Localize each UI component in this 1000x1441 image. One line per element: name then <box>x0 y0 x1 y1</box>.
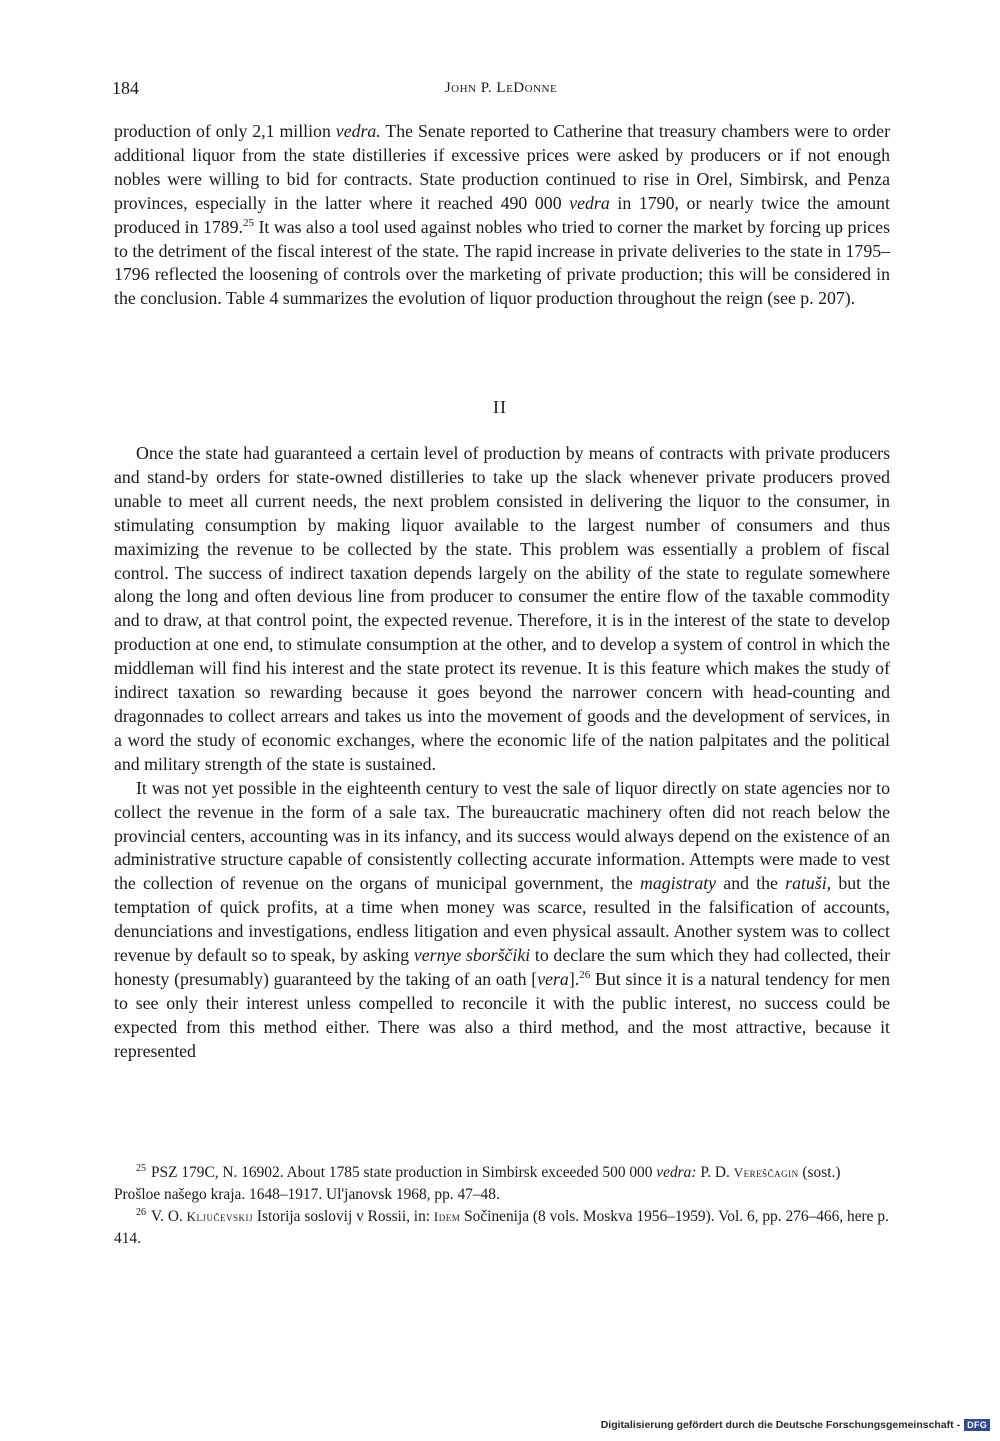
footnotes <box>114 1162 890 1249</box>
digitization-credit <box>601 1419 990 1431</box>
dfg-logo-icon: DFG <box>964 1419 990 1431</box>
paragraph-2: Once the state had guaranteed a certain level of production by means of contracts with private producers and stand-by orders for state-owned distilleries to take up the slack whenever private producers proved unable to meet all current needs, the next problem consisted in delivering the liquor to the consumer, in stimulating consumption by making liquor available to the largest number of consumers and thus maximizing the revenue to be collected by the state. This problem was essentially a problem of fiscal control. The success of indirect taxation depends largely on the ability of the state to regulate somewhere along the long and often devious line from producer to consumer the entire flow of the taxable commodity and to draw, at that control point, the expected revenue. Therefore, it is in the interest of the state to develop production at one end, to stimulate consumption at the other, and to develop a system of control in which the middleman will find his interest and the state protect its revenue. It is this feature which makes the study of indirect taxation so rewarding because it goes beyond the narrower concern with head-counting and dragonnades to collect arrears and takes us into the movement of goods and the development of services, in a word the study of economic exchanges, where the economic life of the nation palpitates and the political and military strength of the state is sustained. <box>114 443 890 774</box>
footnote-25: $^{25}$ PSZ 179C, N. 16902. About 1785 state production in Simbirsk exceeded 500 000 vedra: P. D. Vereščagin (sost.) Prošloe našego kraja. 1648–1917. Ul'janovsk 1968, pp. 47–48. <box>114 1162 841 1203</box>
page-number: 184 <box>112 78 139 98</box>
section-body <box>114 442 890 1064</box>
footnote-ref-25: 25 <box>243 216 254 229</box>
paragraph-3: It was not yet possible in the eighteenth century to vest the sale of liquor directly on state agencies nor to collect the revenue in the form of a sale tax. The bureaucratic machinery often did not reach below the provincial centers, accounting was in its infancy, and its success would always depend on the existence of an administrative structure capable of consistently collecting accurate information. Attempts were made to vest the collection of revenue on the organs of municipal government, the magistraty and the ratuši, but the temptation of quick profits, at a time when money was scarce, resulted in the falsification of accounts, denunciations and investigations, endless litigation and even physical assault. Another system was to collect revenue by default so to speak, by asking vernye sborščiki to declare the sum which they had collected, their honesty (presumably) guaranteed by the taking of an oath [vera].$^{26}$ But since it is a natural tendency for men to see only their interest unless compelled to reconcile it with the public interest, no success could be expected from this method either. There was also a third method, and the most attractive, because it represented <box>114 777 891 1061</box>
credit-text: Digitalisierung gefördert durch die Deutsche Forschungsgemeinschaft - <box>600 1419 961 1431</box>
footnote-26: $^{26}$ V. O. Ključevskij Istorija soslovij v Rossii, in: Idem Sočinenija (8 vols. Moskva 1956–1959). Vol. 6, pp. 276–466, here p. 414. <box>114 1206 889 1247</box>
section-heading: II <box>493 397 507 417</box>
paragraph-1-text: production of only 2,1 million vedra. The Senate reported to Catherine that treasury chambers were to order additional liquor from the state distilleries if excessive prices were asked by producers or if not enough nobles were willing to bid for contracts. State production continued to rise in Orel, Simbirsk, and Penza provinces, especially in the latter where it reached 490 000 vedra in 1790, or nearly twice the amount produced in 1789.25 It was also a tool used against nobles who tried to corner the market by forcing up prices to the detriment of the fiscal interest of the state. The rapid increase in private deliveries to the state in 1795–1796 reflected the loosening of controls over the marketing of private production; this will be considered in the conclusion. Table 4 summarizes the evolution of liquor production throughout the reign (see p. 207). <box>114 121 890 309</box>
paragraph-1 <box>114 120 890 311</box>
running-head: John P. LeDonne <box>444 80 558 96</box>
page-header <box>112 78 890 104</box>
footnote-ref-26: 26 <box>579 969 591 982</box>
